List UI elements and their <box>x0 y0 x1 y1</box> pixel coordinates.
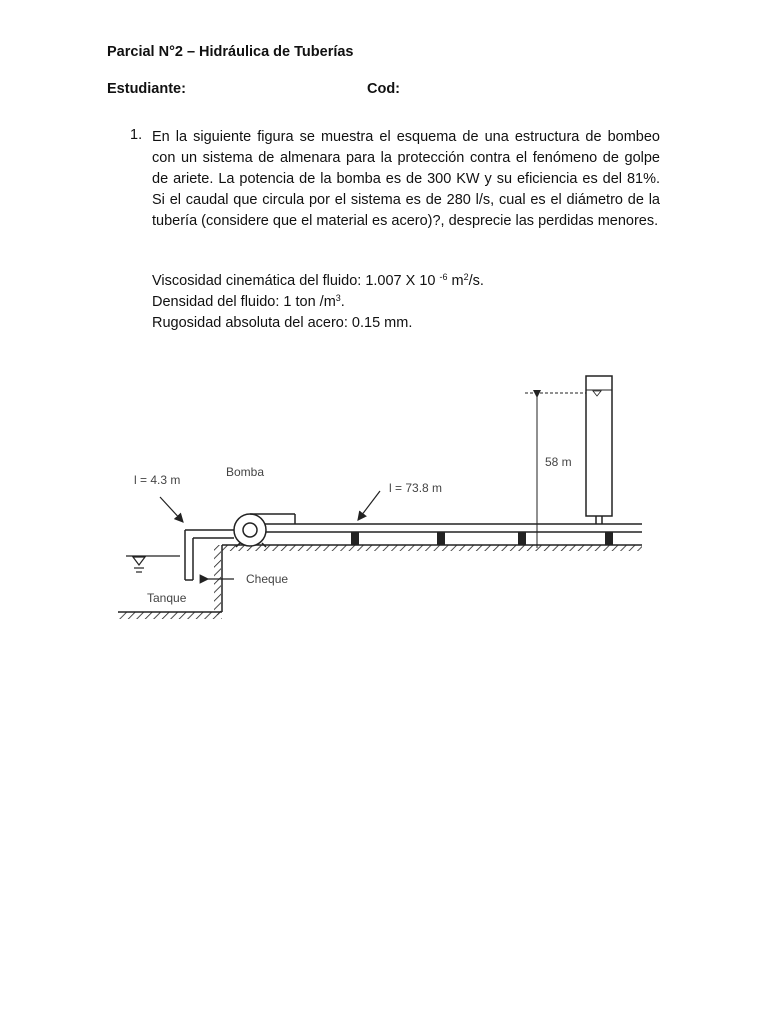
suction-length-label: l = 4.3 m <box>134 473 181 487</box>
height-dimension <box>525 393 586 548</box>
code-label: Cod: <box>367 81 401 97</box>
check-valve-label: Cheque <box>246 572 289 586</box>
ground-hatch <box>118 545 642 619</box>
pipe-length-label: l = 73.8 m <box>389 481 443 495</box>
roughness-line: Rugosidad absoluta del acero: 0.15 mm. <box>152 315 413 331</box>
main-pipeline <box>265 524 642 532</box>
pump-label: Bomba <box>226 465 265 479</box>
pump-symbol <box>234 514 295 547</box>
water-surface-symbol <box>126 556 180 572</box>
suction-pipe <box>185 530 234 580</box>
height-label: 58 m <box>545 455 572 469</box>
page-title: Parcial N°2 – Hidráulica de Tuberías <box>107 44 354 60</box>
fluid-properties <box>152 271 660 334</box>
viscosity-line: Viscosidad cinemática del fluido: 1.007 X 10 $^{-6}$ $m^2/s$. <box>152 272 484 289</box>
annotation-arrows <box>160 491 380 579</box>
student-label: Estudiante: <box>107 81 186 97</box>
tank-label: Tanque <box>147 591 187 605</box>
question-number: 1. <box>130 127 143 143</box>
pipe-supports <box>351 532 613 545</box>
surge-tank <box>586 376 612 524</box>
question-text: En la siguiente figura se muestra el esquema de una estructura de bombeo con un sistema de almenara para la protección contra el fenómeno de golpe de ariete. La potencia de la bomba es de 300 KW y su eficiencia es del 81%. Si el caudal que circula por el sistema es de 280 l/s, cual es el diámetro de la tubería (considere que el material es acero)?, desprecie las perdidas menores. <box>152 129 660 229</box>
density-line: Densidad del fluido: 1 ton $/m^3$. <box>152 293 345 310</box>
